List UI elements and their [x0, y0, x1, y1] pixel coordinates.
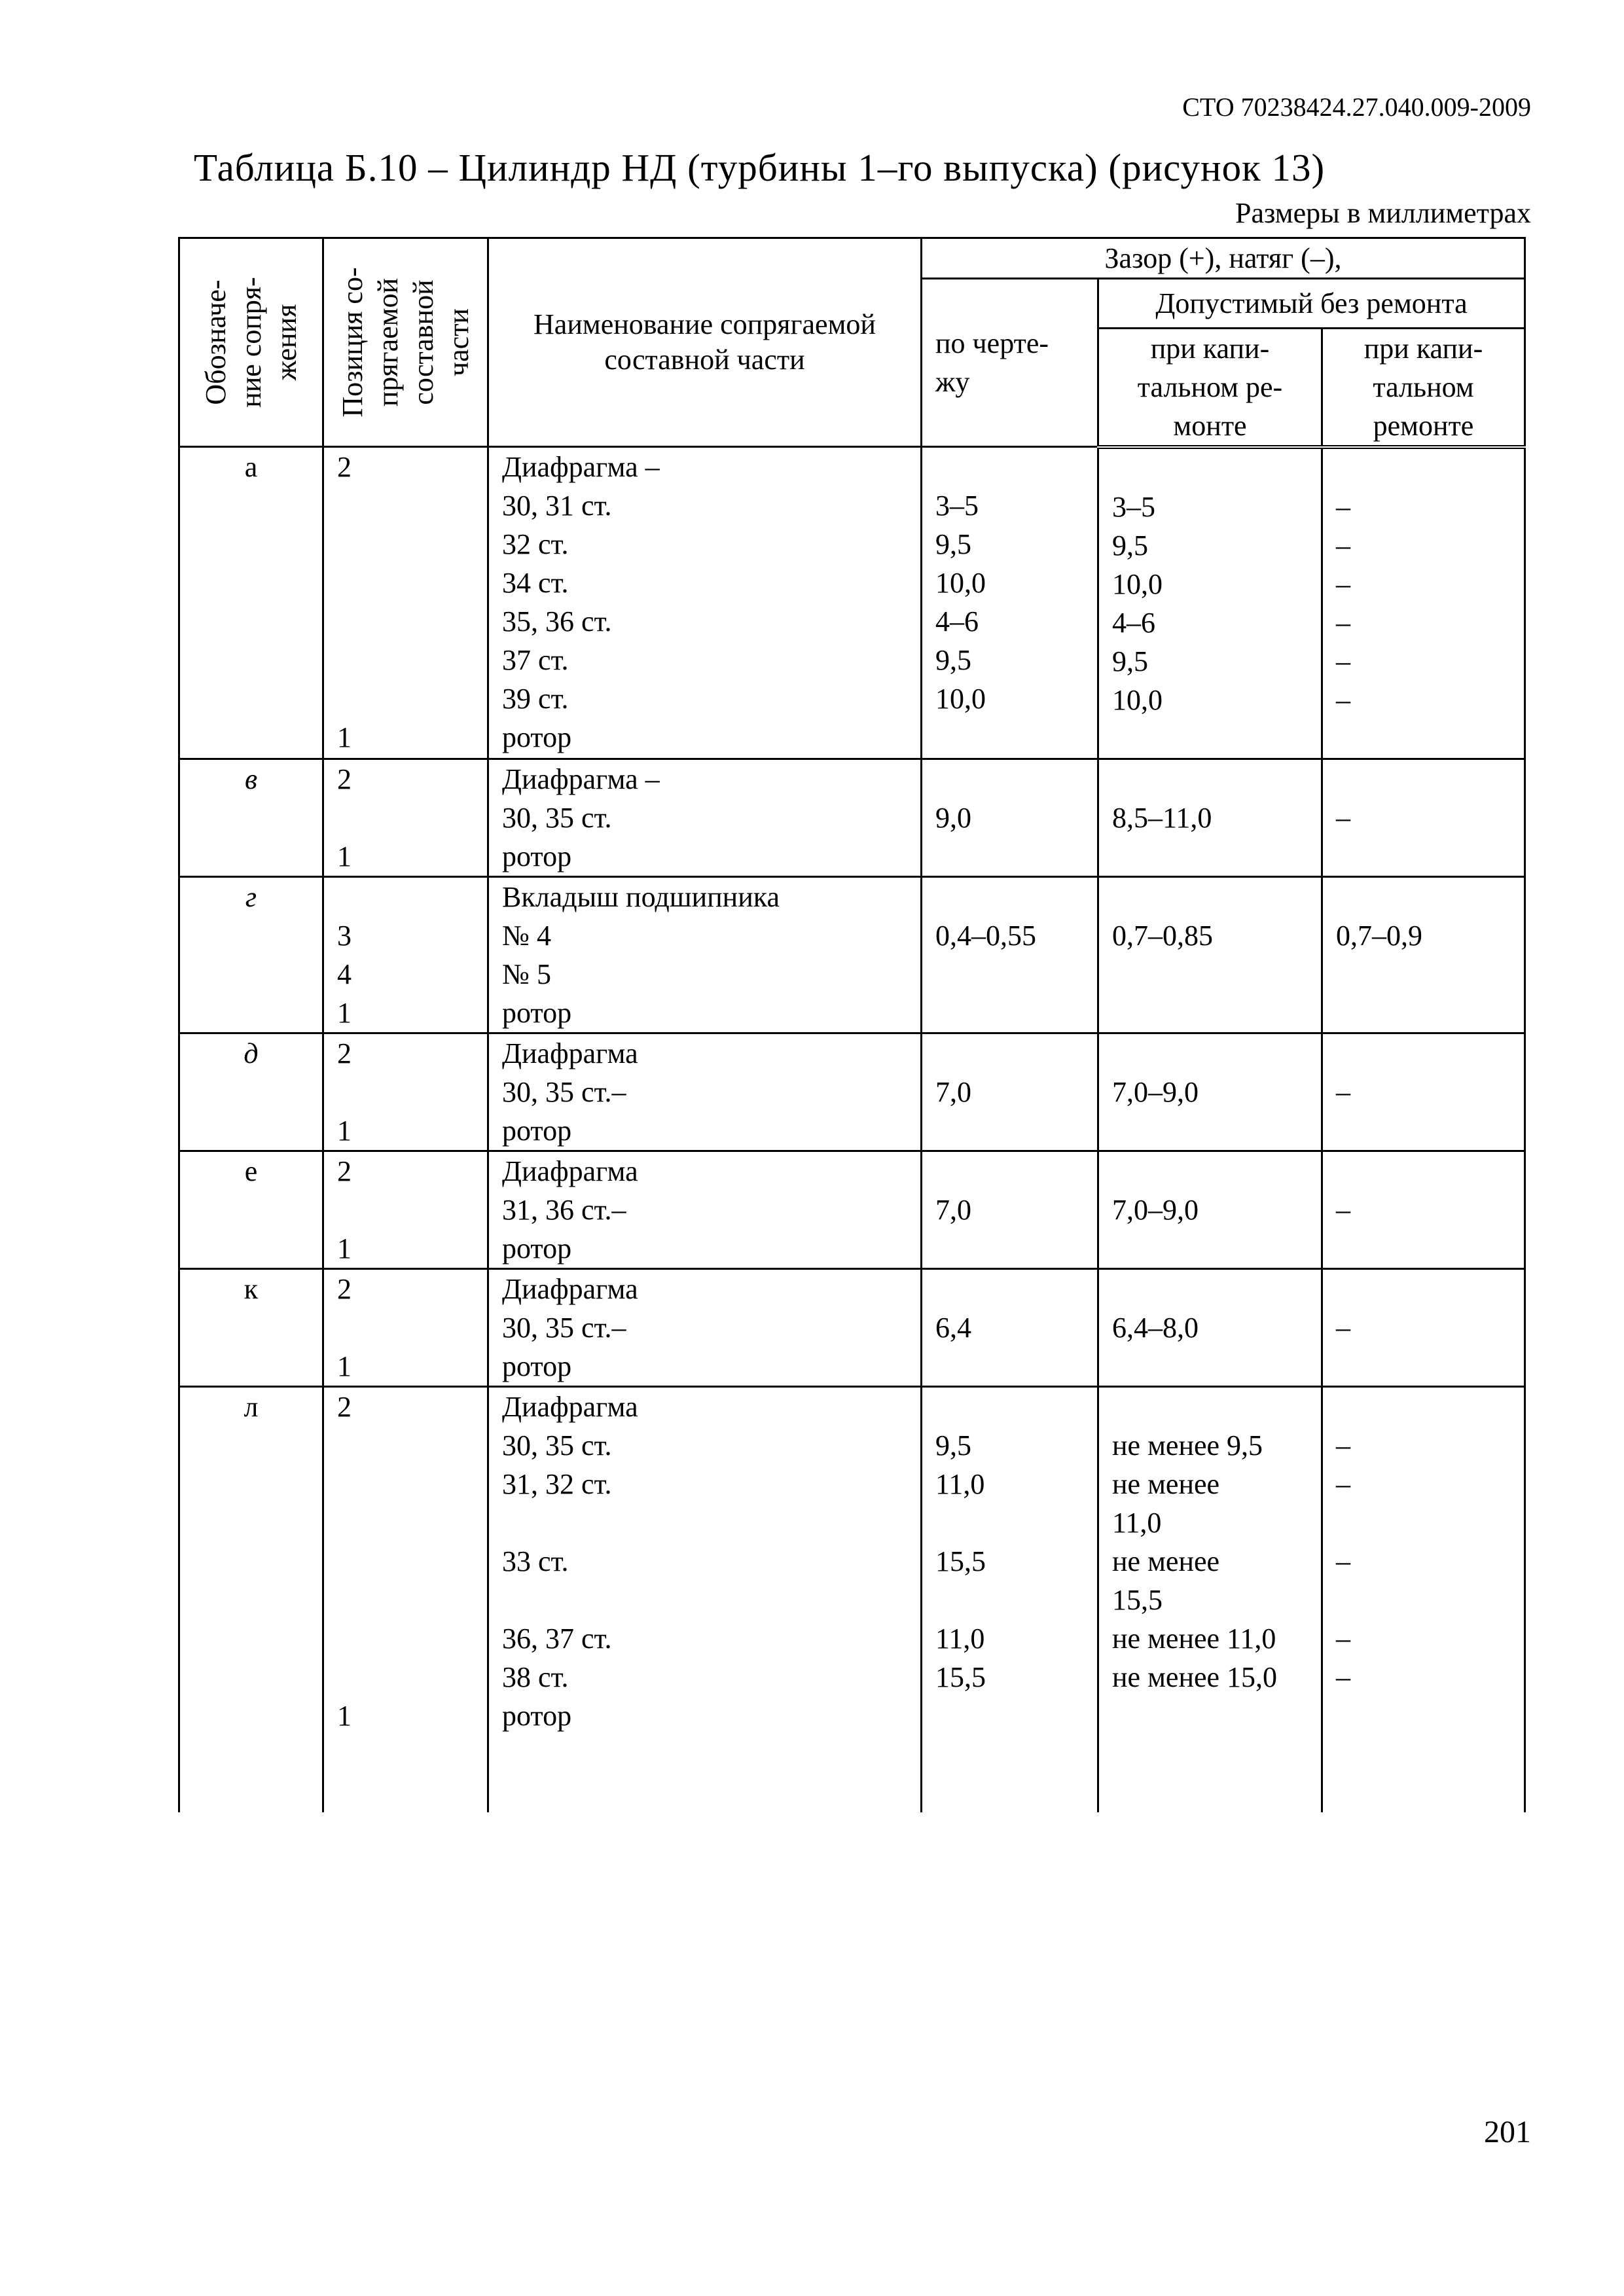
- cell-line: 0,4–0,55: [935, 919, 1036, 952]
- cell-line: –: [1336, 1429, 1350, 1462]
- cell-line: 1: [337, 996, 352, 1029]
- cell-line: [1336, 719, 1511, 758]
- cell-line: [337, 525, 474, 564]
- cell-line: 9,5: [1112, 529, 1148, 562]
- cell-line: [1112, 719, 1308, 758]
- cell-line: [337, 1581, 474, 1619]
- cell-line: [502, 1581, 907, 1619]
- by-drawing-cell: [922, 1151, 1098, 1268]
- cell-line: 37 ст.: [502, 644, 569, 676]
- without-repair-cell: [1322, 447, 1525, 759]
- cell-line: Диафрагма: [502, 1272, 638, 1305]
- cell-line: [1336, 1111, 1511, 1150]
- cell-line: 3–5: [1112, 490, 1155, 523]
- part-position-cell: [323, 876, 488, 1033]
- major-repair-cell: [1098, 1386, 1322, 1812]
- cell-line: 4–6: [1112, 606, 1155, 639]
- cell-line: 9,0: [935, 801, 971, 834]
- cell-line: 10,0: [935, 683, 986, 715]
- header-line: по черте-: [935, 327, 1049, 359]
- header-designation-text: [198, 244, 304, 440]
- cell-line: [935, 718, 1084, 757]
- cell-line: не менее 15,0: [1112, 1660, 1278, 1693]
- cell-line: 9,5: [935, 1429, 971, 1462]
- table-body: [179, 447, 1525, 1812]
- cell-line: [935, 1735, 1084, 1774]
- cell-line: [935, 1229, 1084, 1268]
- by-drawing-cell: [922, 1268, 1098, 1386]
- cell-line: [1336, 1503, 1511, 1542]
- cell-line: 1: [337, 1232, 352, 1265]
- cell-line: [1336, 1581, 1511, 1619]
- cell-line: 15,5: [935, 1660, 986, 1693]
- cell-line: –: [1336, 1545, 1350, 1577]
- part-name-cell: [488, 1033, 922, 1151]
- cell-line: [935, 1503, 1084, 1542]
- cell-line: –: [1336, 1622, 1350, 1655]
- without-repair-cell: [1322, 1386, 1525, 1812]
- header-line: жения: [270, 304, 302, 381]
- header-line: Позиция со-: [336, 267, 369, 418]
- cell-line: [337, 602, 474, 641]
- cell-line: 15,5: [935, 1545, 986, 1577]
- cell-line: [935, 1388, 1084, 1426]
- header-line: составной части: [604, 344, 805, 376]
- joint-designation: е: [179, 1151, 323, 1268]
- header-by-drawing: [922, 279, 1098, 447]
- cell-line: 31, 32 ст.: [502, 1467, 612, 1500]
- header-line: Обозначе-: [199, 279, 232, 405]
- header-line: прягаемой: [371, 278, 404, 407]
- cell-line: 38 ст.: [502, 1660, 569, 1693]
- without-repair-cell: [1322, 1033, 1525, 1151]
- cell-line: 35, 36 ст.: [502, 605, 612, 637]
- cell-line: 2: [337, 762, 352, 795]
- cell-line: 4: [337, 958, 352, 990]
- cell-line: [1336, 994, 1511, 1032]
- cell-line: [1112, 1347, 1308, 1386]
- cell-line: [1336, 760, 1511, 798]
- table-row: [179, 1268, 1525, 1386]
- cell-line: 2: [337, 1155, 352, 1187]
- cell-line: 3: [337, 919, 352, 952]
- cell-line: 4–6: [935, 605, 979, 637]
- without-repair-cell: [1322, 1268, 1525, 1386]
- cell-line: [502, 1774, 907, 1812]
- table-row: [179, 1033, 1525, 1151]
- cell-line: [1112, 955, 1308, 994]
- cell-line: [1336, 1229, 1511, 1268]
- cell-line: [337, 1426, 474, 1465]
- cell-line: [1112, 1111, 1308, 1150]
- header-designation: [179, 238, 323, 447]
- cell-line: [1336, 1034, 1511, 1073]
- cell-line: [935, 1152, 1084, 1191]
- header-line: при капи-: [1150, 332, 1270, 365]
- cell-line: [935, 1581, 1084, 1619]
- part-position-cell: [323, 759, 488, 876]
- cell-line: [1336, 1696, 1511, 1735]
- cell-line: 9,5: [935, 644, 971, 676]
- cell-line: [337, 1619, 474, 1658]
- document-code: СТО 70238424.27.040.009-2009: [1182, 92, 1531, 122]
- cell-line: [337, 1774, 474, 1812]
- header-line: монте: [1173, 409, 1247, 442]
- cell-line: 30, 31 ст.: [502, 490, 612, 522]
- cell-line: 30, 35 ст.: [502, 1429, 612, 1462]
- cell-line: –: [1336, 490, 1350, 523]
- cell-line: [935, 1347, 1084, 1386]
- cell-line: № 5: [502, 958, 551, 990]
- cell-line: [337, 1735, 474, 1774]
- major-repair-cell: [1098, 876, 1322, 1033]
- cell-line: [935, 1034, 1084, 1073]
- joint-designation: а: [179, 447, 323, 759]
- header-line: тальном: [1373, 370, 1474, 403]
- cell-line: [1336, 1270, 1511, 1308]
- cell-line: [502, 1503, 907, 1542]
- cell-line: [935, 1270, 1084, 1308]
- cell-line: [337, 1658, 474, 1696]
- cell-line: 0,7–0,9: [1336, 919, 1422, 952]
- cell-line: 2: [337, 1390, 352, 1423]
- by-drawing-cell: [922, 1386, 1098, 1812]
- cell-line: [1112, 1229, 1308, 1268]
- cell-line: –: [1336, 606, 1350, 639]
- header-major-repair: [1098, 328, 1322, 447]
- part-position-cell: [323, 1033, 488, 1151]
- cell-line: –: [1336, 1660, 1350, 1693]
- table-row: [179, 1151, 1525, 1268]
- cell-line: –: [1336, 1311, 1350, 1344]
- cell-line: 30, 35 ст.–: [502, 1075, 626, 1108]
- joint-designation: в: [179, 759, 323, 876]
- cell-line: 1: [337, 1699, 352, 1732]
- cell-line: 31, 36 ст.–: [502, 1193, 626, 1226]
- cell-line: [337, 1503, 474, 1542]
- cell-line: 9,5: [935, 528, 971, 560]
- header-line: ние сопря-: [234, 277, 267, 408]
- cell-line: [1336, 955, 1511, 994]
- cell-line: [1336, 1347, 1511, 1386]
- cell-line: [1112, 1696, 1308, 1735]
- cell-line: ротор: [502, 721, 572, 753]
- cell-line: [1112, 1270, 1308, 1308]
- cell-line: [1112, 1034, 1308, 1073]
- cell-line: –: [1336, 1193, 1350, 1226]
- major-repair-cell: [1098, 1268, 1322, 1386]
- header-position: [323, 238, 488, 447]
- cell-line: [337, 1308, 474, 1347]
- cell-line: –: [1336, 529, 1350, 562]
- header-line: тальном ре-: [1137, 370, 1283, 403]
- major-repair-cell: [1098, 1151, 1322, 1268]
- part-position-cell: [323, 1386, 488, 1812]
- part-position-cell: [323, 447, 488, 759]
- header-line: ремонте: [1373, 409, 1474, 442]
- cell-line: 2: [337, 1037, 352, 1069]
- table-row: [179, 1386, 1525, 1812]
- cell-line: [935, 1111, 1084, 1150]
- cell-line: 1: [337, 1114, 352, 1147]
- major-repair-cell: [1098, 447, 1322, 759]
- cell-line: 2: [337, 451, 352, 483]
- cell-line: не менее 11,0: [1112, 1622, 1276, 1655]
- cell-line: –: [1336, 567, 1350, 600]
- header-part-name: [488, 238, 922, 447]
- cell-line: 7,0: [935, 1193, 971, 1226]
- cell-line: [1112, 1388, 1308, 1426]
- cell-line: [935, 955, 1084, 994]
- cell-line: не менее: [1112, 1467, 1220, 1500]
- cell-line: 1: [337, 1350, 352, 1382]
- joint-designation: д: [179, 1033, 323, 1151]
- cell-line: 0,7–0,85: [1112, 919, 1213, 952]
- cell-line: Диафрагма –: [502, 762, 660, 795]
- cell-line: [1112, 760, 1308, 798]
- clearance-table: [178, 237, 1526, 1812]
- part-name-cell: [488, 1386, 922, 1812]
- cell-line: [1336, 1388, 1511, 1426]
- cell-line: 3–5: [935, 490, 979, 522]
- cell-line: 30, 35 ст.: [502, 801, 612, 834]
- cell-line: 1: [337, 721, 352, 753]
- cell-line: № 4: [502, 919, 551, 952]
- part-name-cell: [488, 876, 922, 1033]
- header-allowed: Допустимый без ремонта: [1098, 279, 1525, 329]
- cell-line: [1336, 449, 1511, 488]
- cell-line: 11,0: [935, 1467, 985, 1500]
- without-repair-cell: [1322, 1151, 1525, 1268]
- cell-line: 6,4–8,0: [1112, 1311, 1199, 1344]
- major-repair-cell: [1098, 759, 1322, 876]
- cell-line: 7,0: [935, 1075, 971, 1108]
- part-name-cell: [488, 759, 922, 876]
- cell-line: ротор: [502, 996, 572, 1029]
- header-without-repair: [1322, 328, 1525, 447]
- cell-line: [935, 878, 1084, 916]
- header-line: составной: [406, 279, 439, 405]
- cell-line: –: [1336, 1467, 1350, 1500]
- header-line: Наименование сопрягаемой: [533, 308, 876, 340]
- cell-line: [935, 994, 1084, 1032]
- cell-line: [1112, 837, 1308, 876]
- cell-line: –: [1336, 645, 1350, 677]
- joint-designation: г: [179, 876, 323, 1033]
- cell-line: [1336, 837, 1511, 876]
- table-row: [179, 876, 1525, 1033]
- cell-line: 10,0: [1112, 683, 1163, 716]
- cell-line: [1112, 1152, 1308, 1191]
- cell-line: [935, 760, 1084, 798]
- cell-line: [337, 798, 474, 837]
- header-position-text: [335, 244, 477, 440]
- cell-line: не менее: [1112, 1545, 1220, 1577]
- cell-line: 7,0–9,0: [1112, 1193, 1199, 1226]
- cell-line: [935, 1696, 1084, 1735]
- cell-line: 11,0: [935, 1622, 985, 1655]
- cell-line: [337, 1073, 474, 1111]
- part-name-cell: [488, 1151, 922, 1268]
- cell-line: [337, 1542, 474, 1581]
- cell-line: ротор: [502, 1232, 572, 1265]
- major-repair-cell: [1098, 1033, 1322, 1151]
- without-repair-cell: [1322, 876, 1525, 1033]
- cell-line: 30, 35 ст.–: [502, 1311, 626, 1344]
- cell-line: 10,0: [1112, 567, 1163, 600]
- cell-line: 36, 37 ст.: [502, 1622, 612, 1655]
- cell-line: –: [1336, 683, 1350, 716]
- cell-line: ротор: [502, 840, 572, 872]
- cell-line: [935, 837, 1084, 876]
- cell-line: [935, 448, 1084, 486]
- cell-line: ротор: [502, 1114, 572, 1147]
- joint-designation: л: [179, 1386, 323, 1812]
- part-position-cell: [323, 1151, 488, 1268]
- page-number: 201: [1484, 2115, 1531, 2149]
- cell-line: [1112, 449, 1308, 488]
- cell-line: [337, 878, 474, 916]
- cell-line: [337, 564, 474, 602]
- cell-line: [337, 641, 474, 679]
- cell-line: 2: [337, 1272, 352, 1305]
- cell-line: 8,5–11,0: [1112, 801, 1212, 834]
- cell-line: [1336, 1152, 1511, 1191]
- cell-line: Вкладыш подшипника: [502, 880, 780, 913]
- cell-line: [337, 1465, 474, 1503]
- part-position-cell: [323, 1268, 488, 1386]
- cell-line: 1: [337, 840, 352, 872]
- part-name-cell: [488, 1268, 922, 1386]
- part-name-cell: [488, 447, 922, 759]
- cell-line: [1336, 1774, 1511, 1812]
- cell-line: [935, 1774, 1084, 1812]
- by-drawing-cell: [922, 876, 1098, 1033]
- cell-line: Диафрагма: [502, 1155, 638, 1187]
- table-row: [179, 759, 1525, 876]
- cell-line: 34 ст.: [502, 567, 569, 599]
- cell-line: 10,0: [935, 567, 986, 599]
- header-clearance: Зазор (+), натяг (–),: [922, 238, 1525, 279]
- cell-line: Диафрагма: [502, 1390, 638, 1423]
- by-drawing-cell: [922, 759, 1098, 876]
- cell-line: [502, 1735, 907, 1774]
- cell-line: 6,4: [935, 1311, 971, 1344]
- header-line: при капи-: [1363, 332, 1483, 365]
- cell-line: ротор: [502, 1350, 572, 1382]
- cell-line: 9,5: [1112, 645, 1148, 677]
- cell-line: –: [1336, 801, 1350, 834]
- cell-line: [1336, 1735, 1511, 1774]
- cell-line: 39 ст.: [502, 683, 569, 715]
- joint-designation: к: [179, 1268, 323, 1386]
- cell-line: 11,0: [1112, 1506, 1162, 1539]
- by-drawing-cell: [922, 1033, 1098, 1151]
- cell-line: ротор: [502, 1699, 572, 1732]
- by-drawing-cell: [922, 447, 1098, 759]
- cell-line: [1112, 1774, 1308, 1812]
- table-row: [179, 447, 1525, 759]
- cell-line: 32 ст.: [502, 528, 569, 560]
- cell-line: –: [1336, 1075, 1350, 1108]
- table-title: Таблица Б.10 – Цилиндр НД (турбины 1–го выпуска) (рисунок 13): [194, 146, 1326, 189]
- cell-line: [1336, 878, 1511, 916]
- cell-line: [1112, 994, 1308, 1032]
- cell-line: 7,0–9,0: [1112, 1075, 1199, 1108]
- header-line: жу: [935, 366, 970, 398]
- cell-line: [337, 679, 474, 718]
- cell-line: [337, 486, 474, 525]
- without-repair-cell: [1322, 759, 1525, 876]
- cell-line: [1112, 1735, 1308, 1774]
- cell-line: 15,5: [1112, 1583, 1163, 1616]
- cell-line: [337, 1191, 474, 1229]
- cell-line: [1112, 878, 1308, 916]
- units-note: Размеры в миллиметрах: [1235, 197, 1531, 229]
- cell-line: Диафрагма –: [502, 451, 660, 483]
- cell-line: Диафрагма: [502, 1037, 638, 1069]
- cell-line: 33 ст.: [502, 1545, 569, 1577]
- header-line: части: [442, 308, 475, 376]
- cell-line: не менее 9,5: [1112, 1429, 1263, 1462]
